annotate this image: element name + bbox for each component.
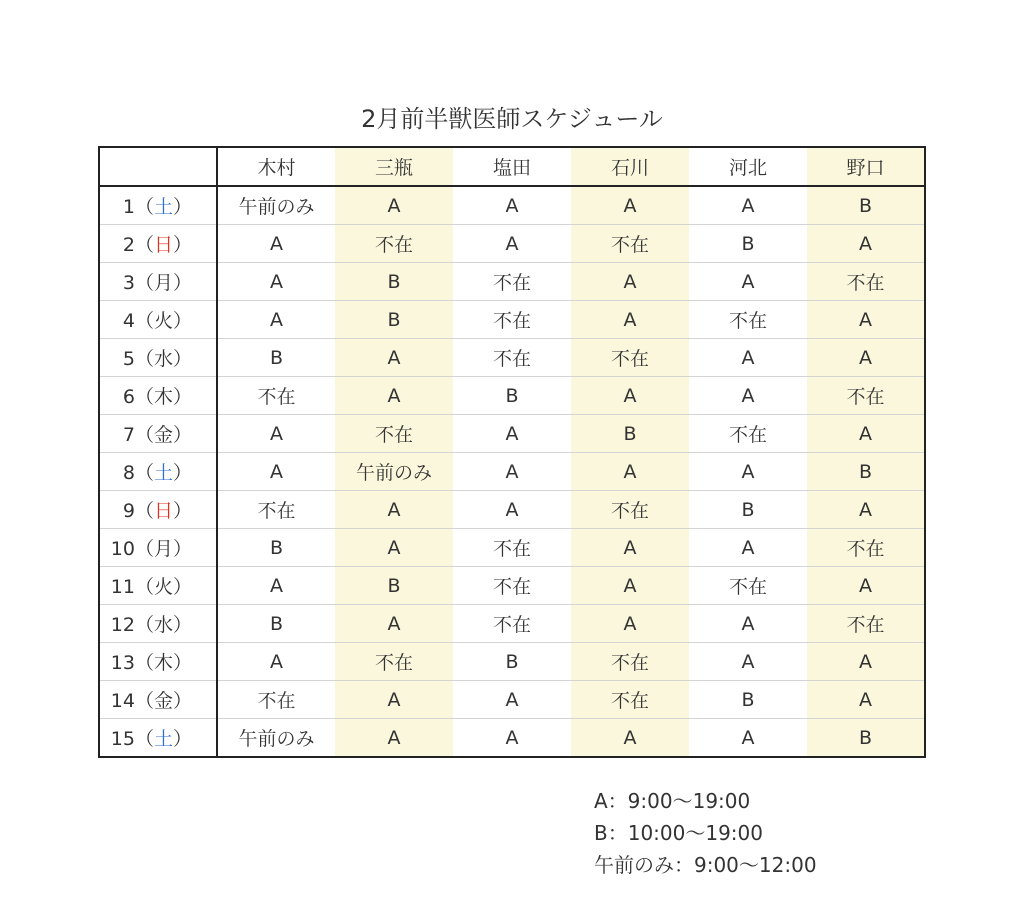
day-of-week: 火: [153, 576, 173, 598]
paren-open: （: [134, 690, 154, 712]
day-number: 1: [122, 196, 135, 218]
date-cell: [99, 605, 217, 643]
schedule-cell: A: [689, 529, 807, 567]
table-row: [99, 719, 925, 758]
table-row: [99, 377, 925, 415]
schedule-cell: 不在: [335, 225, 453, 263]
schedule-cell: 不在: [453, 529, 571, 567]
schedule-cell: 不在: [217, 491, 335, 529]
paren-close: ）: [172, 196, 192, 218]
schedule-cell: 午前のみ: [217, 186, 335, 225]
schedule-cell: A: [335, 529, 453, 567]
schedule-cell: 不在: [571, 225, 689, 263]
table-row: [99, 415, 925, 453]
schedule-cell: 不在: [807, 529, 925, 567]
date-cell: [99, 529, 217, 567]
schedule-cell: 不在: [453, 339, 571, 377]
page-title: 2月前半獣医師スケジュール: [361, 105, 663, 133]
schedule-cell: A: [807, 225, 925, 263]
paren-close: ）: [172, 538, 192, 560]
schedule-cell: A: [335, 605, 453, 643]
doctor-header: 塩田: [453, 147, 571, 186]
date-cell: [99, 719, 217, 758]
schedule-cell: A: [335, 719, 453, 758]
paren-open: （: [134, 576, 154, 598]
schedule-cell: A: [571, 301, 689, 339]
schedule-cell: 不在: [689, 415, 807, 453]
day-of-week: 土: [153, 462, 173, 484]
schedule-cell: A: [689, 453, 807, 491]
day-number: 10: [110, 538, 135, 560]
schedule-cell: A: [807, 567, 925, 605]
schedule-cell: A: [505, 726, 519, 749]
schedule-cell: B: [689, 681, 807, 719]
schedule-cell: 不在: [689, 567, 807, 605]
schedule-cell: A: [335, 186, 453, 225]
paren-open: （: [134, 424, 154, 446]
schedule-cell: B: [335, 263, 453, 301]
schedule-cell: A: [217, 301, 335, 339]
schedule-cell: A: [807, 339, 925, 377]
day-of-week: 月: [153, 272, 173, 294]
schedule-cell: A: [571, 453, 689, 491]
date-cell: [99, 681, 217, 719]
schedule-cell: A: [217, 225, 335, 263]
schedule-cell: A: [689, 263, 807, 301]
legend-item: B：10:00〜19:00: [594, 821, 763, 845]
day-number: 14: [110, 690, 135, 712]
day-number: 9: [122, 500, 135, 522]
day-of-week: 月: [153, 538, 173, 560]
paren-open: （: [134, 728, 154, 750]
paren-close: ）: [172, 310, 192, 332]
paren-open: （: [134, 652, 154, 674]
paren-open: （: [134, 614, 154, 636]
day-of-week: 火: [153, 310, 173, 332]
schedule-cell: A: [217, 643, 335, 681]
schedule-cell: 不在: [571, 643, 689, 681]
day-of-week: 木: [153, 386, 173, 408]
schedule-cell: A: [217, 453, 335, 491]
schedule-cell: A: [571, 377, 689, 415]
schedule-cell: A: [689, 339, 807, 377]
doctor-header: 石川: [571, 147, 689, 186]
doctor-header: 野口: [807, 147, 925, 186]
schedule-cell: 不在: [807, 605, 925, 643]
schedule-cell: B: [807, 186, 925, 225]
table-row: [99, 225, 925, 263]
date-cell: [99, 453, 217, 491]
schedule-cell: A: [571, 529, 689, 567]
schedule-cell: A: [571, 605, 689, 643]
schedule-cell: A: [217, 415, 335, 453]
table-row: [99, 491, 925, 529]
schedule-cell: B: [689, 491, 807, 529]
schedule-cell: A: [571, 567, 689, 605]
schedule-cell: A: [807, 491, 925, 529]
table-row: [99, 605, 925, 643]
schedule-cell: B: [217, 339, 335, 377]
paren-open: （: [134, 310, 154, 332]
schedule-cell: A: [807, 643, 925, 681]
table-row: [99, 453, 925, 491]
paren-open: （: [134, 272, 154, 294]
schedule-cell: B: [453, 643, 571, 681]
day-number: 2: [122, 234, 135, 256]
day-of-week: 水: [153, 614, 173, 636]
schedule-cell: B: [217, 605, 335, 643]
schedule-cell: 不在: [571, 491, 689, 529]
day-number: 6: [122, 386, 135, 408]
paren-open: （: [134, 234, 154, 256]
schedule-cell: 不在: [689, 301, 807, 339]
paren-close: ）: [172, 424, 192, 446]
schedule-cell: A: [335, 491, 453, 529]
schedule-cell: 不在: [453, 263, 571, 301]
schedule-cell: 不在: [571, 681, 689, 719]
table-row: [99, 681, 925, 719]
table-row: [99, 339, 925, 377]
paren-close: ）: [172, 690, 192, 712]
schedule-cell: A: [453, 453, 571, 491]
day-of-week: 金: [153, 690, 173, 712]
date-cell: [99, 225, 217, 263]
day-number: 15: [110, 728, 135, 750]
paren-close: ）: [172, 728, 192, 750]
table-body: [99, 186, 925, 757]
schedule-cell: B: [453, 377, 571, 415]
schedule-cell: 不在: [453, 301, 571, 339]
day-of-week: 木: [153, 652, 173, 674]
paren-open: （: [134, 196, 154, 218]
schedule-cell: A: [453, 186, 571, 225]
schedule-cell: A: [453, 415, 571, 453]
paren-close: ）: [172, 614, 192, 636]
date-cell: [99, 339, 217, 377]
schedule-cell: A: [217, 263, 335, 301]
schedule-cell: A: [217, 567, 335, 605]
paren-close: ）: [172, 348, 192, 370]
schedule-cell: 不在: [453, 605, 571, 643]
day-number: 5: [122, 348, 135, 370]
date-cell: [99, 643, 217, 681]
schedule-cell: B: [335, 301, 453, 339]
schedule-cell: A: [807, 415, 925, 453]
table-row: [99, 529, 925, 567]
corner-cell: [99, 147, 217, 186]
schedule-cell: 不在: [571, 339, 689, 377]
schedule-cell: A: [807, 681, 925, 719]
schedule-cell: A: [689, 186, 807, 225]
table-row: [99, 643, 925, 681]
date-cell: [99, 567, 217, 605]
table-row: [99, 567, 925, 605]
day-number: 4: [122, 310, 135, 332]
paren-close: ）: [172, 386, 192, 408]
schedule-cell: 不在: [217, 377, 335, 415]
legend: [594, 785, 817, 881]
day-number: 11: [110, 576, 135, 598]
schedule-cell: A: [571, 263, 689, 301]
day-number: 7: [122, 424, 135, 446]
date-cell: [99, 377, 217, 415]
schedule-cell: B: [335, 567, 453, 605]
table-row: [99, 263, 925, 301]
schedule-cell: A: [689, 605, 807, 643]
paren-close: ）: [172, 652, 192, 674]
schedule-cell: A: [453, 491, 571, 529]
schedule-cell: A: [335, 339, 453, 377]
table-row: [99, 301, 925, 339]
paren-close: ）: [172, 500, 192, 522]
schedule-cell: A: [807, 301, 925, 339]
schedule-cell: A: [571, 186, 689, 225]
day-of-week: 日: [153, 500, 173, 522]
paren-close: ）: [172, 234, 192, 256]
day-number: 13: [110, 652, 135, 674]
schedule-cell: A: [741, 726, 755, 749]
date-cell: [99, 263, 217, 301]
doctor-header: 三瓶: [335, 147, 453, 186]
schedule-cell: B: [571, 415, 689, 453]
day-number: 3: [122, 272, 135, 294]
schedule-cell: B: [217, 529, 335, 567]
schedule-cell: 不在: [217, 681, 335, 719]
schedule-cell: A: [571, 719, 689, 758]
schedule-cell: B: [807, 719, 925, 758]
day-of-week: 日: [153, 234, 173, 256]
paren-open: （: [134, 538, 154, 560]
date-cell: [99, 186, 217, 225]
schedule-cell: 不在: [807, 263, 925, 301]
schedule-cell: A: [453, 681, 571, 719]
schedule-cell: A: [689, 377, 807, 415]
table-header: [99, 147, 925, 186]
schedule-cell: B: [807, 453, 925, 491]
schedule-cell: 不在: [807, 377, 925, 415]
schedule-cell: A: [689, 643, 807, 681]
schedule-cell: 午前のみ: [238, 728, 315, 750]
paren-close: ）: [172, 462, 192, 484]
schedule-cell: A: [453, 225, 571, 263]
paren-open: （: [134, 386, 154, 408]
doctor-header: 木村: [217, 147, 335, 186]
date-cell: [99, 491, 217, 529]
day-of-week: 土: [153, 196, 173, 218]
day-number: 8: [122, 462, 135, 484]
schedule-cell: 不在: [453, 567, 571, 605]
day-of-week: 水: [153, 348, 173, 370]
paren-open: （: [134, 462, 154, 484]
table-row: [99, 186, 925, 225]
schedule-cell: 午前のみ: [335, 453, 453, 491]
doctor-header: 河北: [689, 147, 807, 186]
paren-open: （: [134, 500, 154, 522]
schedule-cell: 不在: [335, 643, 453, 681]
schedule-cell: A: [335, 377, 453, 415]
paren-close: ）: [172, 272, 192, 294]
date-cell: [99, 415, 217, 453]
legend-item: A：9:00〜19:00: [594, 789, 751, 813]
day-of-week: 金: [153, 424, 173, 446]
schedule-cell: B: [689, 225, 807, 263]
schedule-cell: 不在: [335, 415, 453, 453]
legend-item: 午前のみ：9:00〜12:00: [594, 853, 817, 877]
day-of-week: 土: [153, 728, 173, 750]
paren-close: ）: [172, 576, 192, 598]
schedule-cell: A: [335, 681, 453, 719]
day-number: 12: [110, 614, 135, 636]
date-cell: [99, 301, 217, 339]
schedule-table: [98, 146, 926, 758]
header-row: [99, 147, 925, 186]
paren-open: （: [134, 348, 154, 370]
